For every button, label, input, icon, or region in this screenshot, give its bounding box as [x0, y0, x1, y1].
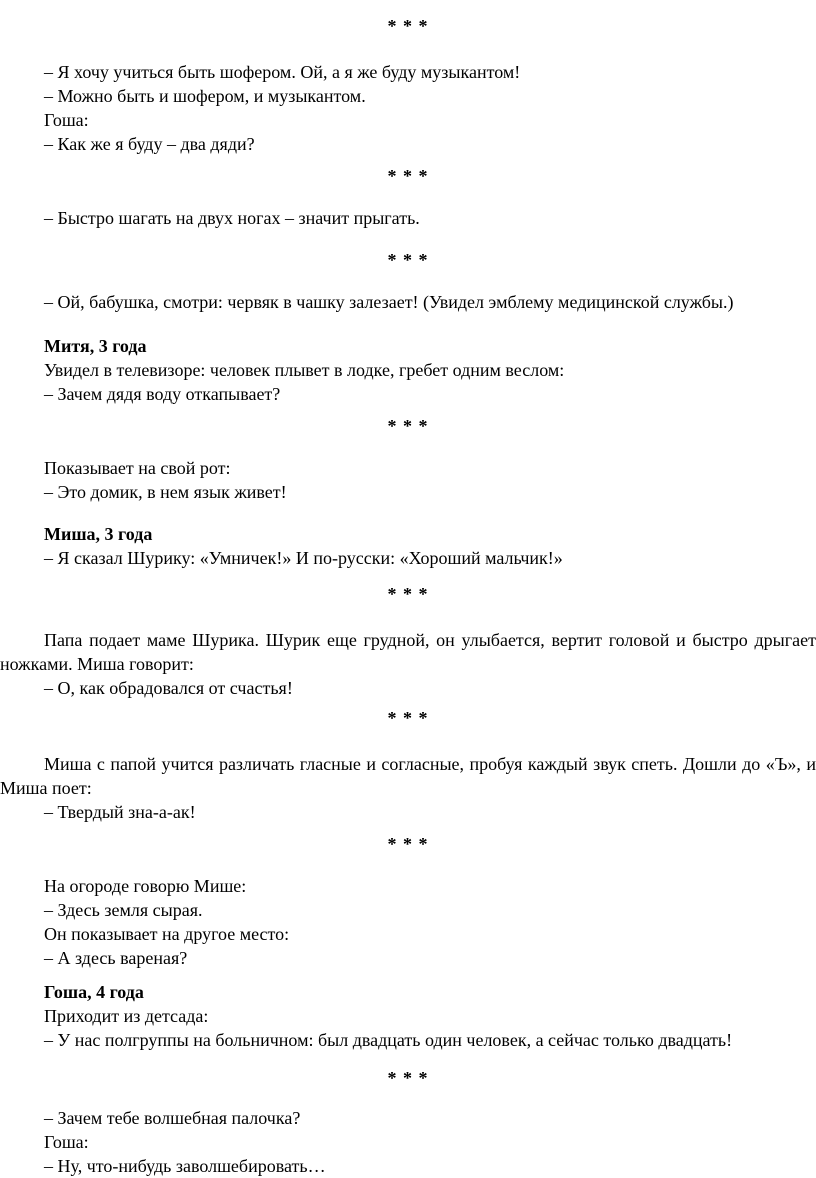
text-line: – А здесь вареная? [44, 948, 188, 968]
text-line: – Это домик, в нем язык живет! [44, 482, 287, 502]
text-line: – Здесь земля сырая. [44, 900, 203, 920]
text-line: – Как же я буду – два дяди? [44, 134, 255, 154]
section-separator: * * * [387, 708, 429, 728]
text-line: – Ну, что-нибудь заволшебировать… [44, 1156, 326, 1176]
text-line: Он показывает на другое место: [44, 924, 290, 944]
text-line: – Твердый зна-а-ак! [44, 802, 196, 822]
section-separator: * * * [387, 584, 429, 604]
text-line: ножками. Миша говорит: [0, 654, 194, 674]
section-separator: * * * [387, 166, 429, 186]
text-line: Миша поет: [0, 778, 92, 798]
text-line: – Быстро шагать на двух ногах – значит прыгать. [44, 208, 420, 228]
text-line: – Я хочу учиться быть шофером. Ой, а я же буду музыкантом! [44, 62, 521, 82]
text-line: – Зачем тебе волшебная палочка? [44, 1108, 301, 1128]
text-line: – Ой, бабушка, смотри: червяк в чашку залезает! (Увидел эмблему медицинской службы.) [44, 292, 734, 312]
text-line: Гоша: [44, 110, 89, 130]
section-separator: * * * [387, 834, 429, 854]
text-line: – Можно быть и шофером, и музыкантом. [44, 86, 366, 106]
section-separator: * * * [387, 416, 429, 436]
text-line: Показывает на свой рот: [44, 458, 231, 478]
text-line: Увидел в телевизоре: человек плывет в лодке, гребет одним веслом: [44, 360, 565, 380]
section-separator: * * * [387, 1068, 429, 1088]
text-line: Гоша: [44, 1132, 89, 1152]
text-line: Миша с папой учится различать гласные и согласные, пробуя каждый звук спеть. Дошли до «Ъ», и [44, 754, 816, 774]
text-line: – У нас полгруппы на больничном: был двадцать один человек, а сейчас только двадцать! [44, 1030, 733, 1050]
text-line: Папа подает маме Шурика. Шурик еще грудной, он улыбается, вертит головой и быстро дрыгает [44, 630, 816, 650]
section-heading: Митя, 3 года [44, 336, 147, 356]
section-separator: * * * [387, 16, 429, 36]
text-line: Приходит из детсада: [44, 1006, 209, 1026]
text-line: – Я сказал Шурику: «Умничек!» И по-русски: «Хороший мальчик!» [44, 548, 563, 568]
text-line: – Зачем дядя воду откапывает? [44, 384, 281, 404]
section-separator: * * * [387, 250, 429, 270]
text-line: – О, как обрадовался от счастья! [44, 678, 293, 698]
section-heading: Гоша, 4 года [44, 982, 144, 1002]
text-line: На огороде говорю Мише: [44, 876, 247, 896]
section-heading: Миша, 3 года [44, 524, 153, 544]
